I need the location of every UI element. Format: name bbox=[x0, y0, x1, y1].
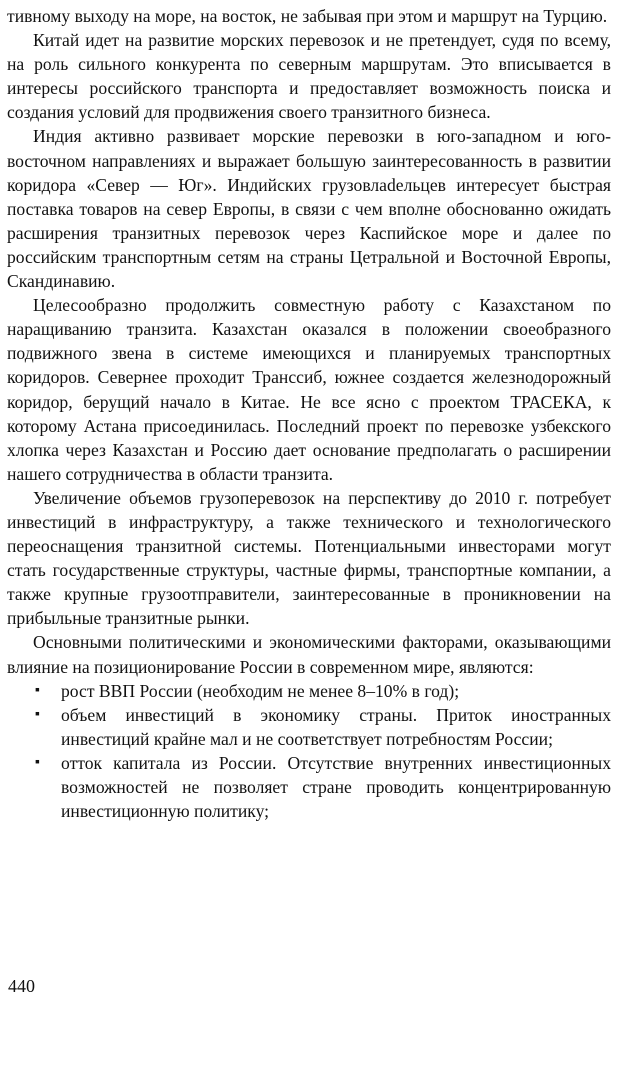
bullet-icon: ▪ bbox=[35, 682, 40, 698]
paragraph-factors: Основными политическими и экономическими факторами, оказывающими влияние на позиционирование России в современном мире, являются: bbox=[7, 632, 611, 677]
paragraph-investment: Увеличение объемов грузоперевозок на перспективу до 2010 г. потребует инвестиций в инфраструктуру, а также технического и технологического переоснащения транзитной системы. Потенциальными инвесторами могут стать государственные структуры, частные фирмы, транспортные компании, а также крупные грузоотправители, заинтересованные в проникновении на прибыльные транзитные рынки. bbox=[7, 487, 611, 629]
bullet-icon: ▪ bbox=[35, 754, 40, 770]
paragraph-kazakhstan: Целесообразно продолжить совместную работу с Казахстаном по наращиванию транзита. Казахстан оказался в положении своеобразного подвижного звена в системе имеющихся и планируемых транспортных коридоров. Севернее проходит Транссиб, южнее создается железнодорожный коридор, берущий начало в Китае. Не все ясно с проектом ТРАСЕКА, к которому Астана присоединилась. Последний проект по перевозке узбекского хлопка через Казахстан и Россию дает основание предполагать о расширении нашего сотрудничества в области транзита. bbox=[7, 295, 611, 484]
list-item-text: отток капитала из России. Отсутствие внутренних инвестиционных возможностей не позволяет стране проводить концентрированную инвестиционную политику; bbox=[61, 752, 611, 822]
paragraph-india: Индия активно развивает морские перевозки в юго-западном и юго-восточном направлениях и выражает большую заинтересованность в развитии коридора «Север — Юг». Индийских грузовлаdельцев интересует быстрая поставка товаров на север Европы, в связи с чем вполне обоснованно ожидать расширения транзитных перевозок через Каспийское море и далее по российским транспортным сетям на страны Цетральной и Восточной Европы, Скандинавию. bbox=[7, 126, 611, 292]
document-page bbox=[7, 4, 611, 823]
page-number: 440 bbox=[8, 976, 35, 996]
list-item bbox=[7, 679, 611, 703]
list-item-text: рост ВВП России (необходим не менее 8–10% в год); bbox=[61, 680, 460, 701]
paragraph-continuation: тивному выходу на море, на восток, не забывая при этом и маршрут на Турцию. bbox=[7, 6, 608, 26]
list-item bbox=[7, 703, 611, 751]
bullet-icon: ▪ bbox=[35, 706, 40, 722]
factors-list bbox=[7, 679, 611, 824]
list-item bbox=[7, 751, 611, 823]
list-item-text: объем инвестиций в экономику страны. Приток иностранных инвестиций крайне мал и не соответствует потребностям России; bbox=[61, 704, 611, 749]
paragraph-china: Китай идет на развитие морских перевозок и не претендует, судя по всему, на роль сильного конкурента по северным маршрутам. Это вписывается в интересы российского транспорта и предоставляет возможность поиска и создания условий для продвижения своего транзитного бизнеса. bbox=[7, 30, 611, 123]
